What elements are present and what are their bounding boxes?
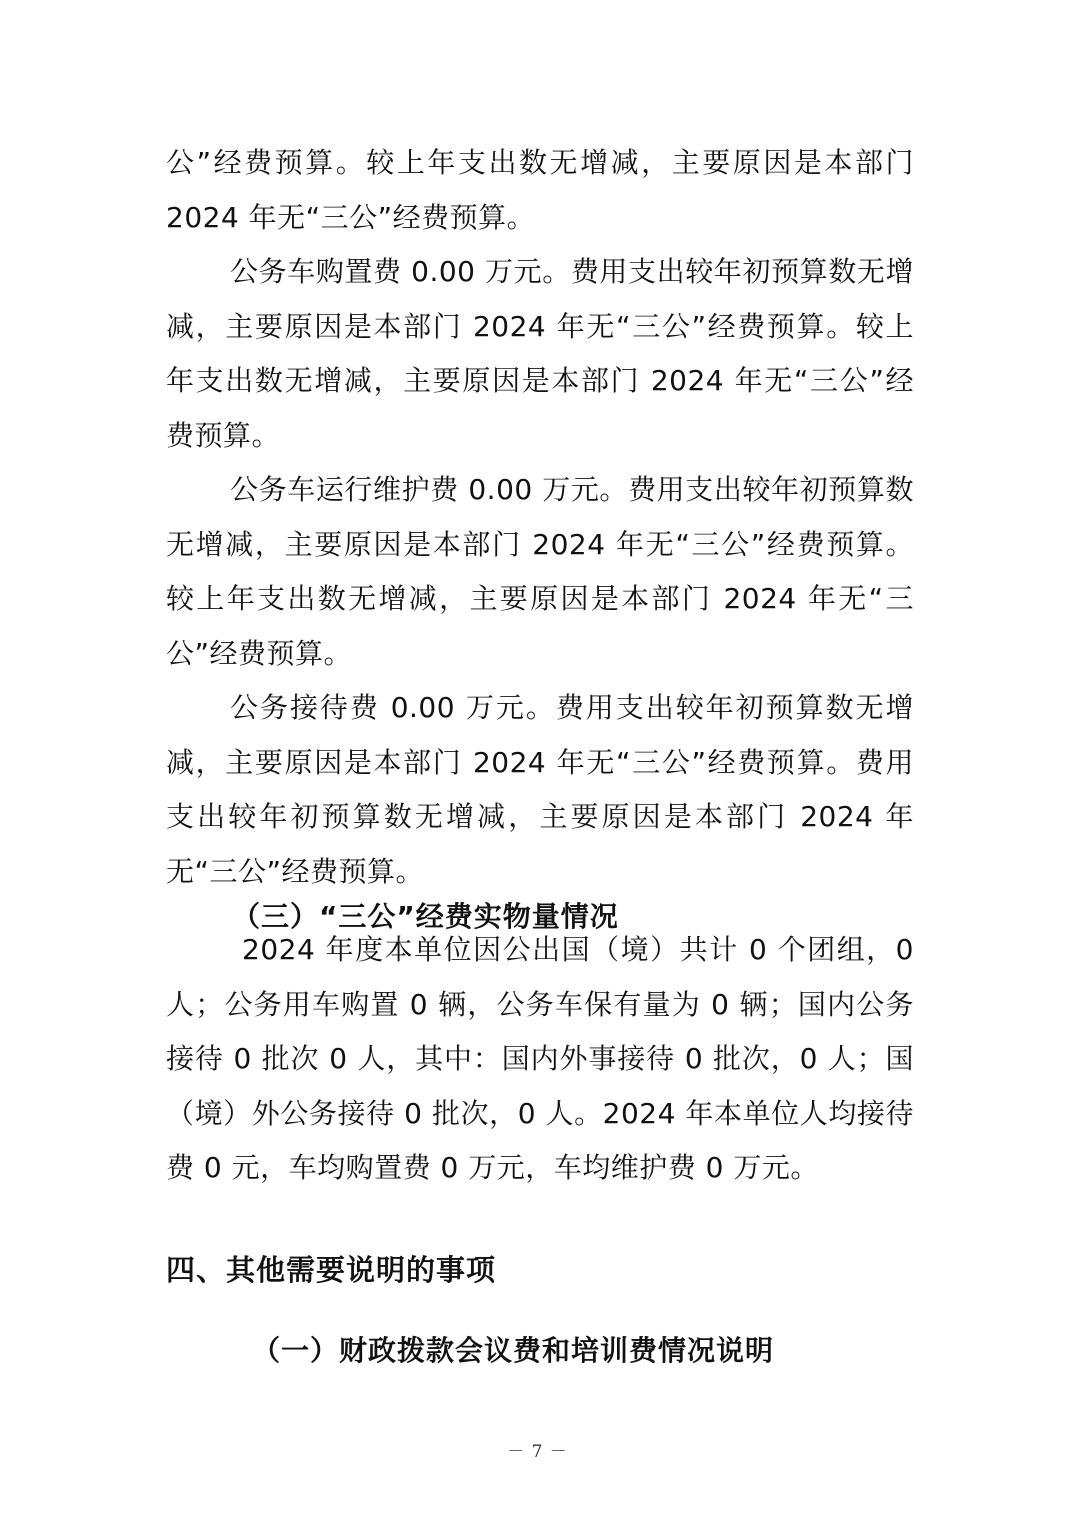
paragraph-continuation: 公”经费预算。较上年支出数无增减，主要原因是本部门 2024 年无“三公”经费预算。 (166, 146, 914, 234)
section-4-heading: 四、其他需要说明的事项 (166, 1253, 497, 1287)
paragraph-vehicle-purchase: 公务车购置费 0.00 万元。费用支出较年初预算数无增减，主要原因是本部门 2024 年无“三公”经费预算。较上年支出数无增减，主要原因是本部门 2024 年无“三公”经费预算。 (166, 255, 914, 452)
section-3-body: 2024 年度本单位因公出国（境）共计 0 个团组，0 人；公务用车购置 0 辆，公务车保有量为 0 辆；国内公务接待 0 批次 0 人，其中：国内外事接待 0 批次，0 人；国（境）外公务接待 0 批次，0 人。2024 年本单位人均接待费 0 元，车均购置费 0 万元，车均维护费 0 万元。 (166, 933, 914, 1184)
section-3-heading: （三）“三公”经费实物量情况 (232, 900, 619, 933)
paragraph-reception: 公务接待费 0.00 万元。费用支出较年初预算数无增减，主要原因是本部门 2024 年无“三公”经费预算。费用支出较年初预算数无增减，主要原因是本部门 2024 年无“三公”经费预算。 (166, 691, 914, 888)
section-4-sub-heading: （一）财政拨款会议费和培训费情况说明 (252, 1334, 775, 1367)
paragraph-vehicle-maintenance: 公务车运行维护费 0.00 万元。费用支出较年初预算数无增减，主要原因是本部门 2024 年无“三公”经费预算。较上年支出数无增减，主要原因是本部门 2024 年无“三公”经费预算。 (166, 473, 914, 670)
page-number: － 7 － (507, 1442, 568, 1462)
